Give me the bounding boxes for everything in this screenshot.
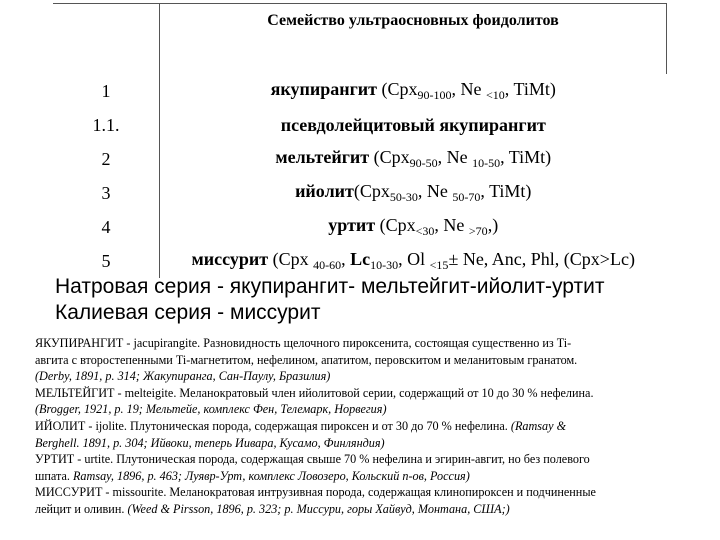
definition-text: ИЙОЛИТ - ijolite. Плутоническая порода, содержащая пироксен и от 30 до 70 % нефелина. (35, 418, 511, 433)
formula-text: (Срх (377, 79, 418, 99)
table-row (53, 244, 667, 278)
rock-name-cell (160, 108, 667, 142)
formula-text: , Ol (398, 249, 430, 269)
potassium-series-line: Калиевая серия - миссурит (55, 301, 321, 324)
row-number: 1 (53, 74, 160, 108)
formula-subscript: 40-60 (313, 258, 342, 272)
formula-text: , TiMt) (504, 79, 556, 99)
formula-text: , (341, 249, 351, 269)
table-row (53, 142, 667, 176)
table-row (53, 108, 667, 142)
rock-name: ийолит (295, 181, 354, 201)
formula-text: (Срх (268, 249, 314, 269)
formula-text: ,) (487, 215, 499, 235)
definition-line (35, 418, 705, 435)
definition-line (35, 484, 705, 501)
rock-name: якупирангит (270, 79, 378, 99)
header-empty-cell (53, 4, 160, 75)
formula-text: , Ne (451, 79, 487, 99)
formula-text: , Ne (437, 147, 473, 167)
rock-name-cell (160, 244, 667, 278)
definition-line (35, 451, 705, 468)
formula-subscript: 50-70 (452, 190, 481, 204)
table-row (53, 176, 667, 210)
formula-text: (Срх (369, 147, 410, 167)
formula-text: , TiMt) (480, 181, 532, 201)
definition-text: ЯКУПИРАНГИТ - jacupirangite. Разновидность щелочного пироксенита, состоящая существенно из Ti- (35, 336, 572, 350)
formula-subscript: 90-100 (417, 88, 452, 102)
rock-name-cell (160, 176, 667, 210)
formula-subscript: <15 (429, 258, 449, 272)
formula-subscript: 90-50 (409, 156, 438, 170)
table-header: Семейство ультраосновных фоидолитов (160, 4, 667, 75)
rock-name: миссурит (191, 249, 269, 269)
rock-name-cell (160, 74, 667, 108)
citation-text: (Brogger, 1921, p. 19; Мельтейе, комплекс Фен, Телемарк, Норвегия) (35, 402, 387, 417)
citation-text: Berghell. 1891, p. 304; Ийвоки, теперь Ииварa, Кусамо, Финляндия) (35, 435, 385, 450)
table-row (53, 210, 667, 244)
citation-text: (Derby, 1891, p. 314; Жакупиранга, Сан-Паулу, Бразилия) (35, 369, 331, 384)
rock-family-table (53, 3, 667, 278)
definition-text: МЕЛЬТЕЙГИТ - melteigite. Меланократовый член ийолитовой серии, содержащий от 10 до 30 % нефелина. (35, 385, 594, 400)
definition-line (35, 385, 705, 402)
definition-line (35, 352, 705, 369)
definition-text: МИССУРИТ - missourite. Меланократовая интрузивная порода, содержащая клинопироксен и подчиненные (35, 485, 596, 500)
formula-subscript: 10-30 (370, 258, 399, 272)
definition-line (35, 468, 705, 485)
rock-name: мельтейгит (275, 147, 370, 167)
definition-line (35, 401, 705, 418)
definition-text: УРТИТ - urtite. Плутоническая порода, содержащая свыше 70 % нефелина и эгирин-авгит, но без полевого (35, 452, 590, 467)
row-number: 1.1. (53, 108, 160, 142)
definition-line (35, 335, 705, 352)
formula-subscript: 50-30 (389, 190, 418, 204)
formula-text: , Ne (434, 215, 469, 235)
citation-text: Ramsay, 1896, p. 463; Луявр-Урт, комплекс Ловозеро, Кольский п-ов, Россия) (72, 468, 470, 483)
rock-name-cell (160, 142, 667, 176)
definition-text: лейцит и оливин. (35, 501, 128, 516)
citation-text: (Ramsay & (510, 418, 567, 433)
formula-text: ± Ne, Anc, Phl, (Cpx>Lc) (448, 249, 635, 269)
row-number: 3 (53, 176, 160, 210)
definition-line (35, 435, 705, 452)
formula-text: , Ne (417, 181, 453, 201)
table-row (53, 74, 667, 108)
definitions-block (35, 335, 705, 518)
formula-text: Lc (350, 249, 371, 269)
rock-name: уртит (328, 215, 376, 235)
formula-subscript: 10-50 (472, 156, 501, 170)
definition-text: шпата. (35, 468, 73, 483)
row-number: 5 (53, 244, 160, 278)
rock-name-cell (160, 210, 667, 244)
formula-text: , TiMt) (500, 147, 552, 167)
row-number: 2 (53, 142, 160, 176)
definition-line (35, 368, 705, 385)
definition-text: авгита с второстепенными Ti-магнетитом, нефелином, апатитом, перовскитом и меланитовым гранатом. (35, 352, 578, 367)
rock-name: псевдолейцитовый якупирангит (280, 114, 546, 135)
formula-subscript: <10 (486, 88, 505, 102)
formula-text: (Срх (375, 215, 416, 235)
row-number: 4 (53, 210, 160, 244)
formula-text: (Срх (353, 181, 390, 201)
citation-text: (Weed & Pirsson, 1896, p. 323; р. Миссури, горы Хайвуд, Монтана, США;) (127, 501, 510, 516)
definition-line (35, 501, 705, 518)
sodium-series-line: Натровая серия - якупирангит- мельтейгит-ийолит-уртит (55, 275, 605, 298)
formula-subscript: <30 (415, 224, 435, 238)
formula-subscript: >70 (468, 224, 488, 238)
